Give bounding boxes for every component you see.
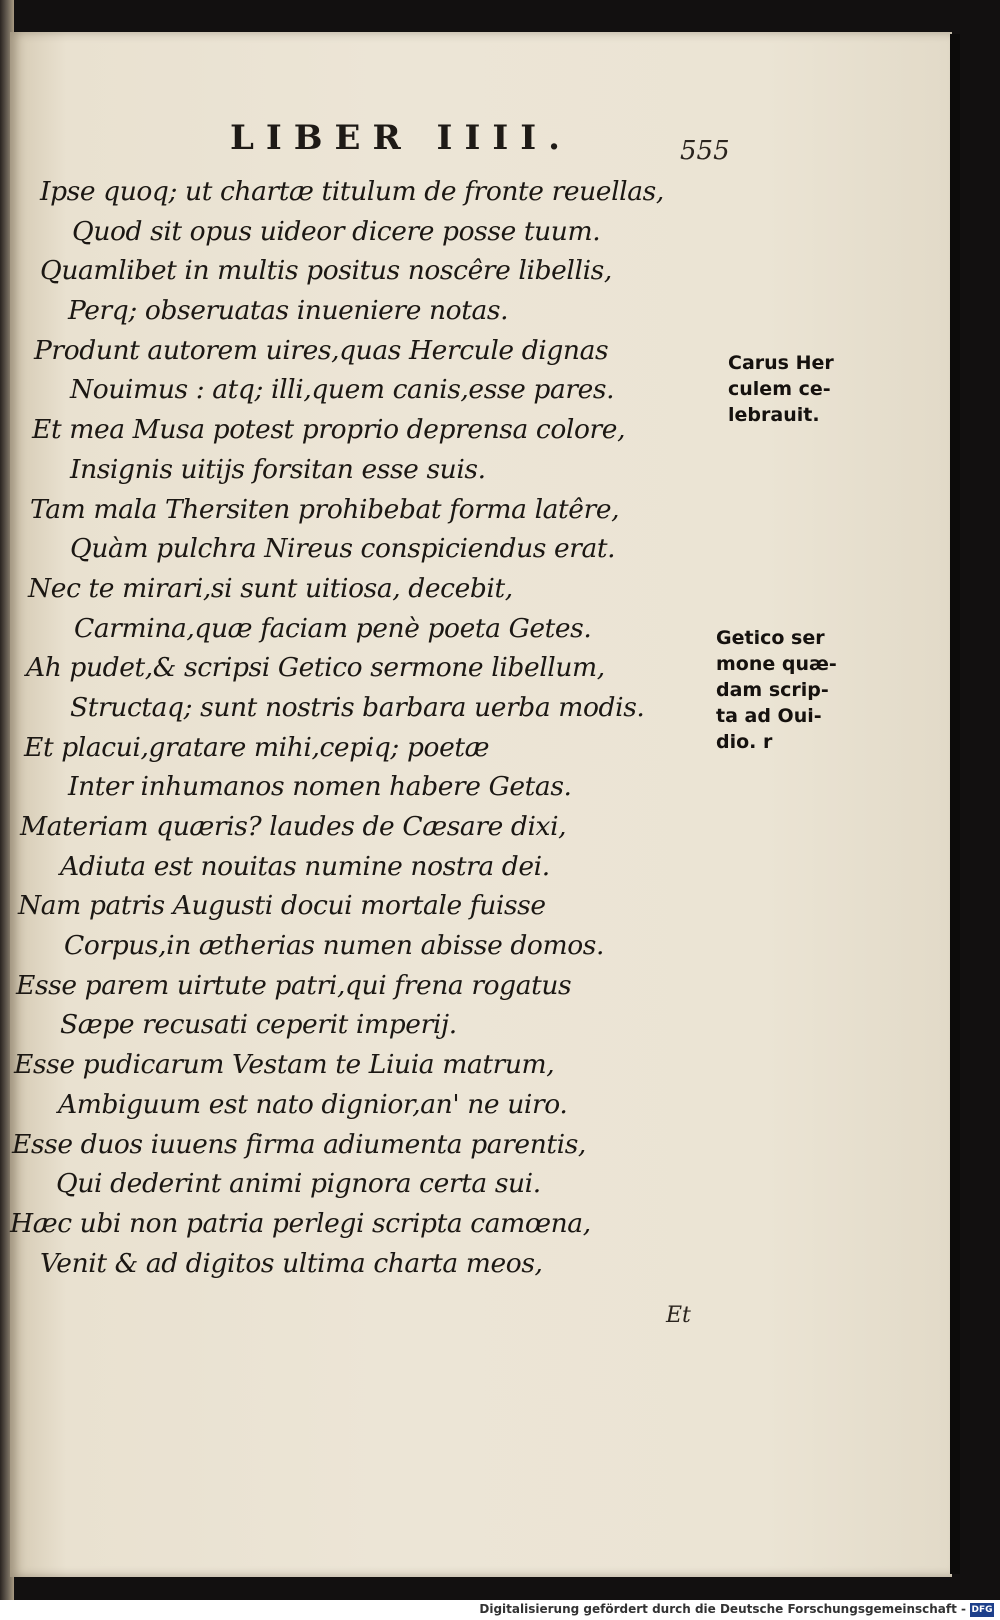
margin-note-line: lebrauit. bbox=[728, 404, 820, 426]
verse-line: Esse parem uirtute patri,qui frena rogatus bbox=[16, 969, 572, 1001]
verse-line: Ah pudet,& scripsi Getico sermone libellum, bbox=[26, 652, 605, 684]
page-number: 555 bbox=[680, 136, 730, 166]
verse-line: Corpus,in ætherias numen abisse domos. bbox=[64, 930, 604, 962]
verse-line: Quamlibet in multis positus noscêre libellis, bbox=[40, 255, 612, 287]
margin-note-line: Getico ser bbox=[716, 627, 825, 649]
verse-line: Inter inhumanos nomen habere Getas. bbox=[68, 771, 572, 803]
verse-line: Venit & ad digitos ultima charta meos, bbox=[40, 1247, 543, 1279]
verse-line: Et placui,gratare mihi,cepiq; poetæ bbox=[24, 731, 490, 763]
verse-line: Produnt autorem uires,quas Hercule dignas bbox=[34, 334, 609, 366]
verse-text bbox=[0, 172, 664, 1283]
verse-line: Ambiguum est nato dignior,an' ne uiro. bbox=[58, 1088, 568, 1120]
funding-credit: Digitalisierung gefördert durch die Deutsche Forschungsgemeinschaft - bbox=[479, 1602, 966, 1616]
verse-line: Insignis uitijs forsitan esse suis. bbox=[70, 453, 486, 485]
verse-line: Esse duos iuuens firma adiumenta parentis, bbox=[12, 1128, 586, 1160]
page-edge-shadow bbox=[950, 34, 960, 1574]
verse-line: Nam patris Augusti docui mortale fuisse bbox=[18, 890, 546, 922]
verse-line: Structaq; sunt nostris barbara uerba modis. bbox=[70, 691, 645, 723]
verse-line: Adiuta est nouitas numine nostra dei. bbox=[60, 850, 550, 882]
verse-line: Tam mala Thersiten prohibebat forma latêre, bbox=[30, 493, 620, 525]
margin-note-hercules bbox=[728, 350, 834, 428]
verse-line: Nec te mirari,si sunt uitiosa, decebit, bbox=[28, 572, 513, 604]
verse-line: Nouimus : atq; illi,quem canis,esse pares. bbox=[70, 374, 615, 406]
verse-line: Et mea Musa potest proprio deprensa colore, bbox=[32, 414, 626, 446]
verse-line: Qui dederint animi pignora certa sui. bbox=[56, 1168, 541, 1200]
margin-note-line: dio. r bbox=[716, 731, 773, 753]
catchword: Et bbox=[666, 1303, 691, 1328]
running-title: LIBER IIII. bbox=[230, 118, 573, 158]
verse-line: Carmina,quæ faciam penè poeta Getes. bbox=[74, 612, 592, 644]
verse-line: Materiam quæris? laudes de Cæsare dixi, bbox=[20, 811, 567, 842]
margin-note-line: culem ce- bbox=[728, 378, 831, 400]
verse-line: Esse pudicarum Vestam te Liuia matrum, bbox=[14, 1049, 555, 1081]
margin-note-line: Carus Her bbox=[728, 352, 834, 374]
margin-note-line: mone quæ- bbox=[716, 653, 837, 675]
verse-line: Sæpe recusati ceperit imperij. bbox=[60, 1009, 457, 1041]
verse-line: Hæc ubi non patria perlegi scripta camœna, bbox=[10, 1207, 591, 1239]
verse-line: Perq; obseruatas inueniere notas. bbox=[68, 295, 509, 327]
margin-note-line: dam scrip- bbox=[716, 679, 829, 701]
dfg-logo-icon: DFG bbox=[971, 1605, 993, 1615]
verse-line: Quod sit opus uideor dicere posse tuum. bbox=[72, 215, 601, 247]
verse-line: Quàm pulchra Nireus conspiciendus erat. bbox=[70, 533, 616, 565]
verse-line: Ipse quoq; ut chartæ titulum de fronte reuellas, bbox=[40, 176, 664, 207]
margin-note-getic bbox=[716, 625, 837, 755]
margin-note-line: ta ad Oui- bbox=[716, 705, 822, 727]
